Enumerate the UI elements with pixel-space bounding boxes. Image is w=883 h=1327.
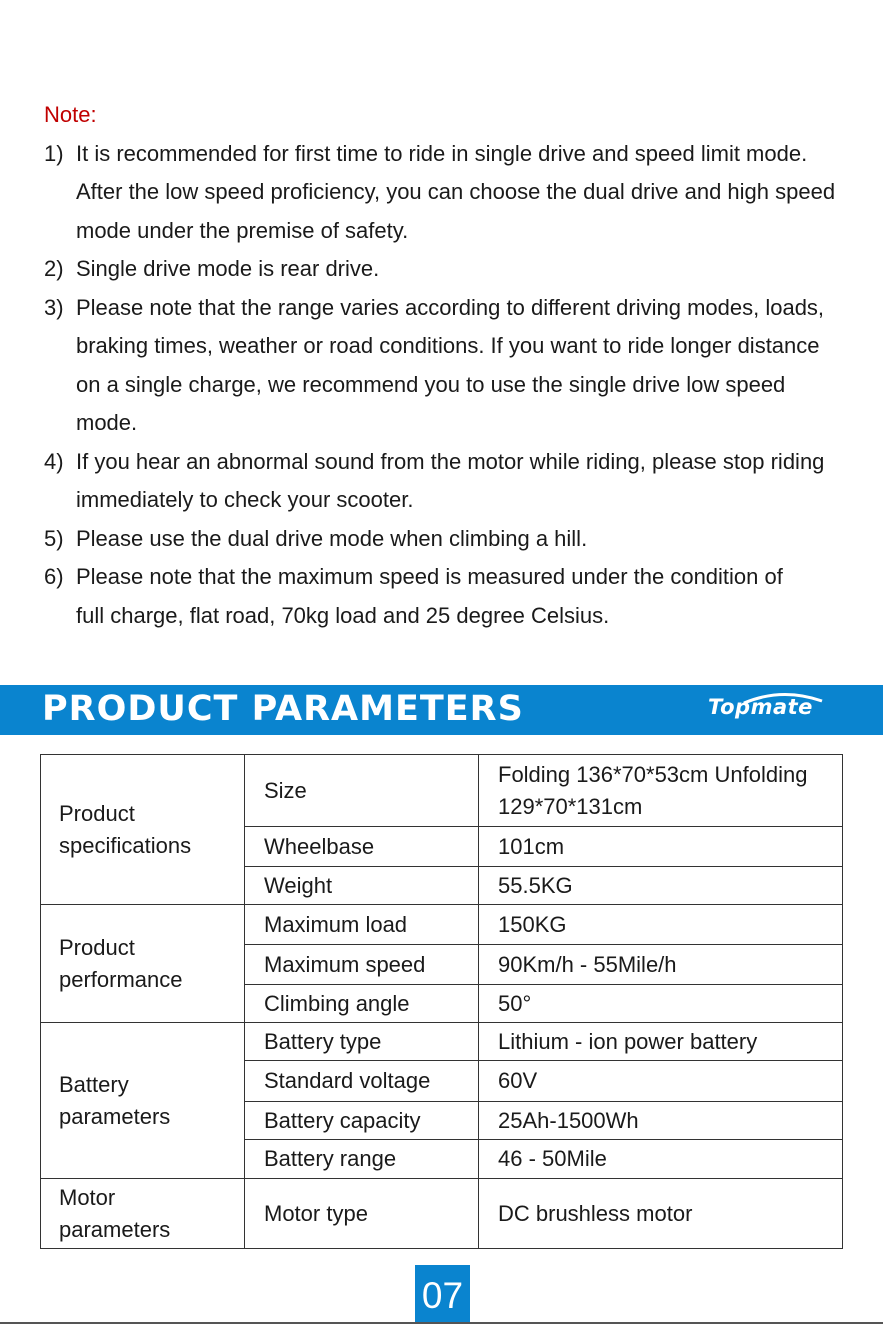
note-text: It is recommended for first time to ride in single drive and speed limit mode. After the low speed proficiency, you can choose the dual drive and high speed mode under the premise of safety. bbox=[76, 140, 836, 243]
note-item bbox=[44, 250, 874, 289]
note-text: If you hear an abnormal sound from the motor while riding, please stop riding immediately to check your scooter. bbox=[76, 448, 825, 512]
param-label: Battery range bbox=[245, 1140, 479, 1179]
param-value: 101cm bbox=[479, 827, 843, 867]
group-label: Product performance bbox=[59, 934, 183, 992]
param-value: 50° bbox=[479, 985, 843, 1023]
param-value: Folding 136*70*53cm Unfolding 129*70*131cm bbox=[479, 755, 843, 827]
note-number: 3) bbox=[44, 294, 64, 320]
note-number: 4) bbox=[44, 448, 64, 474]
param-label: Weight bbox=[245, 867, 479, 905]
group-label: Product specifications bbox=[59, 800, 192, 858]
note-number: 2) bbox=[44, 256, 64, 281]
group-name bbox=[41, 905, 245, 1023]
table-row bbox=[41, 1179, 843, 1249]
parameters-table bbox=[40, 754, 843, 1249]
brand-logo: Topmate bbox=[708, 695, 813, 719]
note-text: Please note that the maximum speed is measured under the condition of full charge, flat road, 70kg load and 25 degree Celsius. bbox=[76, 564, 783, 628]
note-number: 5) bbox=[44, 525, 64, 551]
group-label: Battery parameters bbox=[59, 1071, 171, 1129]
param-value: 60V bbox=[479, 1061, 843, 1102]
param-label: Battery type bbox=[245, 1023, 479, 1061]
table-row bbox=[41, 905, 843, 945]
param-value: 150KG bbox=[479, 905, 843, 945]
param-value: 46 - 50Mile bbox=[479, 1140, 843, 1179]
param-label: Size bbox=[245, 755, 479, 827]
note-text: Please use the dual drive mode when climbing a hill. bbox=[76, 525, 588, 551]
group-label: Motor parameters bbox=[59, 1184, 171, 1242]
note-list bbox=[44, 135, 874, 636]
table-row bbox=[41, 1023, 843, 1061]
note-item bbox=[44, 443, 874, 520]
param-label: Wheelbase bbox=[245, 827, 479, 867]
section-banner bbox=[0, 685, 883, 735]
note-item bbox=[44, 558, 816, 635]
note-number: 6) bbox=[44, 564, 64, 589]
note-item bbox=[44, 520, 874, 559]
note-text: Please note that the range varies according to different driving modes, loads, braking times, weather or road conditions. If you want to ride longer distance on a single charge, we recommend you to use the single drive low speed mode. bbox=[76, 294, 825, 435]
section-title: PRODUCT PARAMETERS bbox=[42, 689, 524, 729]
note-item bbox=[44, 135, 850, 251]
group-name bbox=[41, 1179, 245, 1249]
param-value: 55.5KG bbox=[479, 867, 843, 905]
param-value: 25Ah-1500Wh bbox=[479, 1102, 843, 1140]
param-value: Lithium - ion power battery bbox=[479, 1023, 843, 1061]
param-label: Maximum load bbox=[245, 905, 479, 945]
table-row bbox=[41, 755, 843, 827]
group-name bbox=[41, 755, 245, 905]
note-section bbox=[44, 96, 874, 635]
group-name bbox=[41, 1023, 245, 1179]
param-label: Climbing angle bbox=[245, 985, 479, 1023]
param-label: Maximum speed bbox=[245, 945, 479, 985]
note-number: 1) bbox=[44, 140, 64, 166]
note-text: Single drive mode is rear drive. bbox=[76, 256, 380, 281]
note-title: Note: bbox=[44, 102, 97, 127]
param-label: Battery capacity bbox=[245, 1102, 479, 1140]
param-value: 90Km/h - 55Mile/h bbox=[479, 945, 843, 985]
param-label: Standard voltage bbox=[245, 1061, 479, 1102]
note-item bbox=[44, 289, 836, 443]
page-number: 07 bbox=[415, 1265, 470, 1323]
param-label: Motor type bbox=[245, 1179, 479, 1249]
param-value: DC brushless motor bbox=[479, 1179, 843, 1249]
